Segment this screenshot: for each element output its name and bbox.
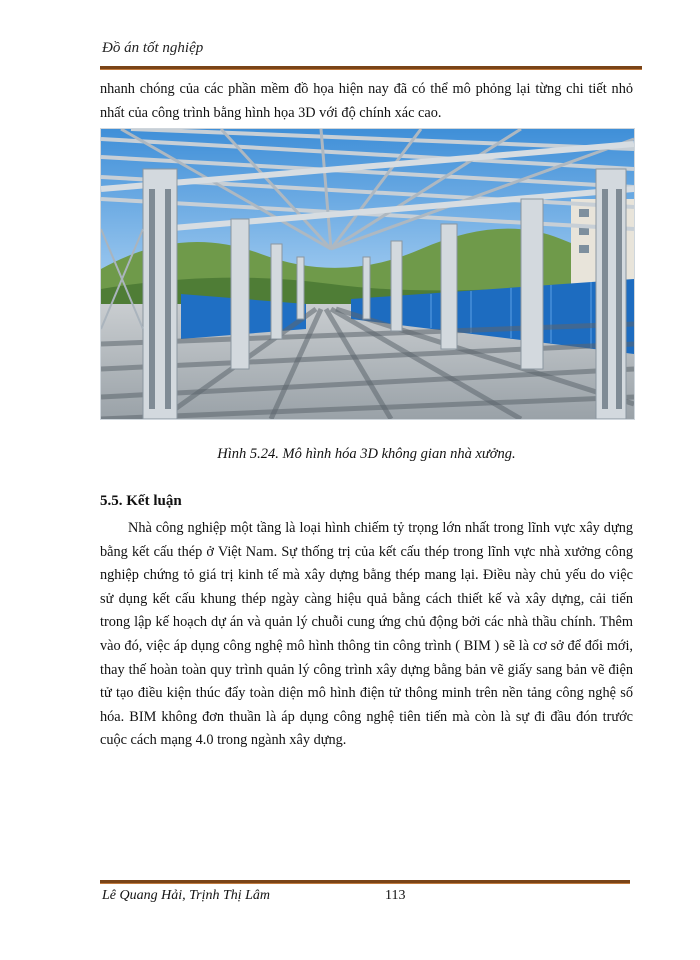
page-number: 113 xyxy=(385,888,406,903)
section-paragraph: Nhà công nghiệp một tầng là loại hình chiếm tỷ trọng lớn nhất trong lĩnh vực xây dựng bằng kết cấu thép ở Việt Nam. Sự thống trị của kết cấu thép trong lĩnh vực nhà xưởng công nghiệp chứng tỏ giá trị kinh tế mà xây dựng bằng thép mang lại. Điều này chủ yếu do việc sử dụng kết cấu khung thép ngày càng hiệu quả bằng cách thiết kế và xây dựng, cải tiến trong lập kế hoạch dự án và quản lý chuỗi cung ứng chủ động bởi các nhà thầu chính. Thêm vào đó, việc áp dụng công nghệ mô hình thông tin công trình ( BIM ) sẽ là cơ sở để đổi mới, thay thế hoàn toàn quy trình quản lý công trình xây dựng bằng bản vẽ giấy sang bản vẽ điện tử tạo điều kiện thúc đẩy toàn diện mô hình điện tử thông minh trên nền tảng công nghệ số hóa. BIM không đơn thuần là áp dụng công nghệ tiên tiến mà còn là sự đi đầu đón trước cuộc cách mạng 4.0 trong ngành xây dựng. xyxy=(100,520,633,749)
factory-3d-render-image xyxy=(100,128,635,420)
section-heading: 5.5. Kết luận xyxy=(100,493,182,509)
figure-caption: Hình 5.24. Mô hình hóa 3D không gian nhà xưởng. xyxy=(217,446,516,462)
document-header-title: Đồ án tốt nghiệp xyxy=(102,40,204,56)
footer-author: Lê Quang Hải, Trịnh Thị Lâm xyxy=(102,888,271,903)
footer-divider xyxy=(100,880,630,884)
header-divider xyxy=(100,66,642,70)
intro-paragraph: nhanh chóng của các phần mềm đồ họa hiện nay đã có thể mô phỏng lại từng chi tiết nhỏ nhất của công trình bằng hình họa 3D với độ chính xác cao. xyxy=(100,81,633,121)
